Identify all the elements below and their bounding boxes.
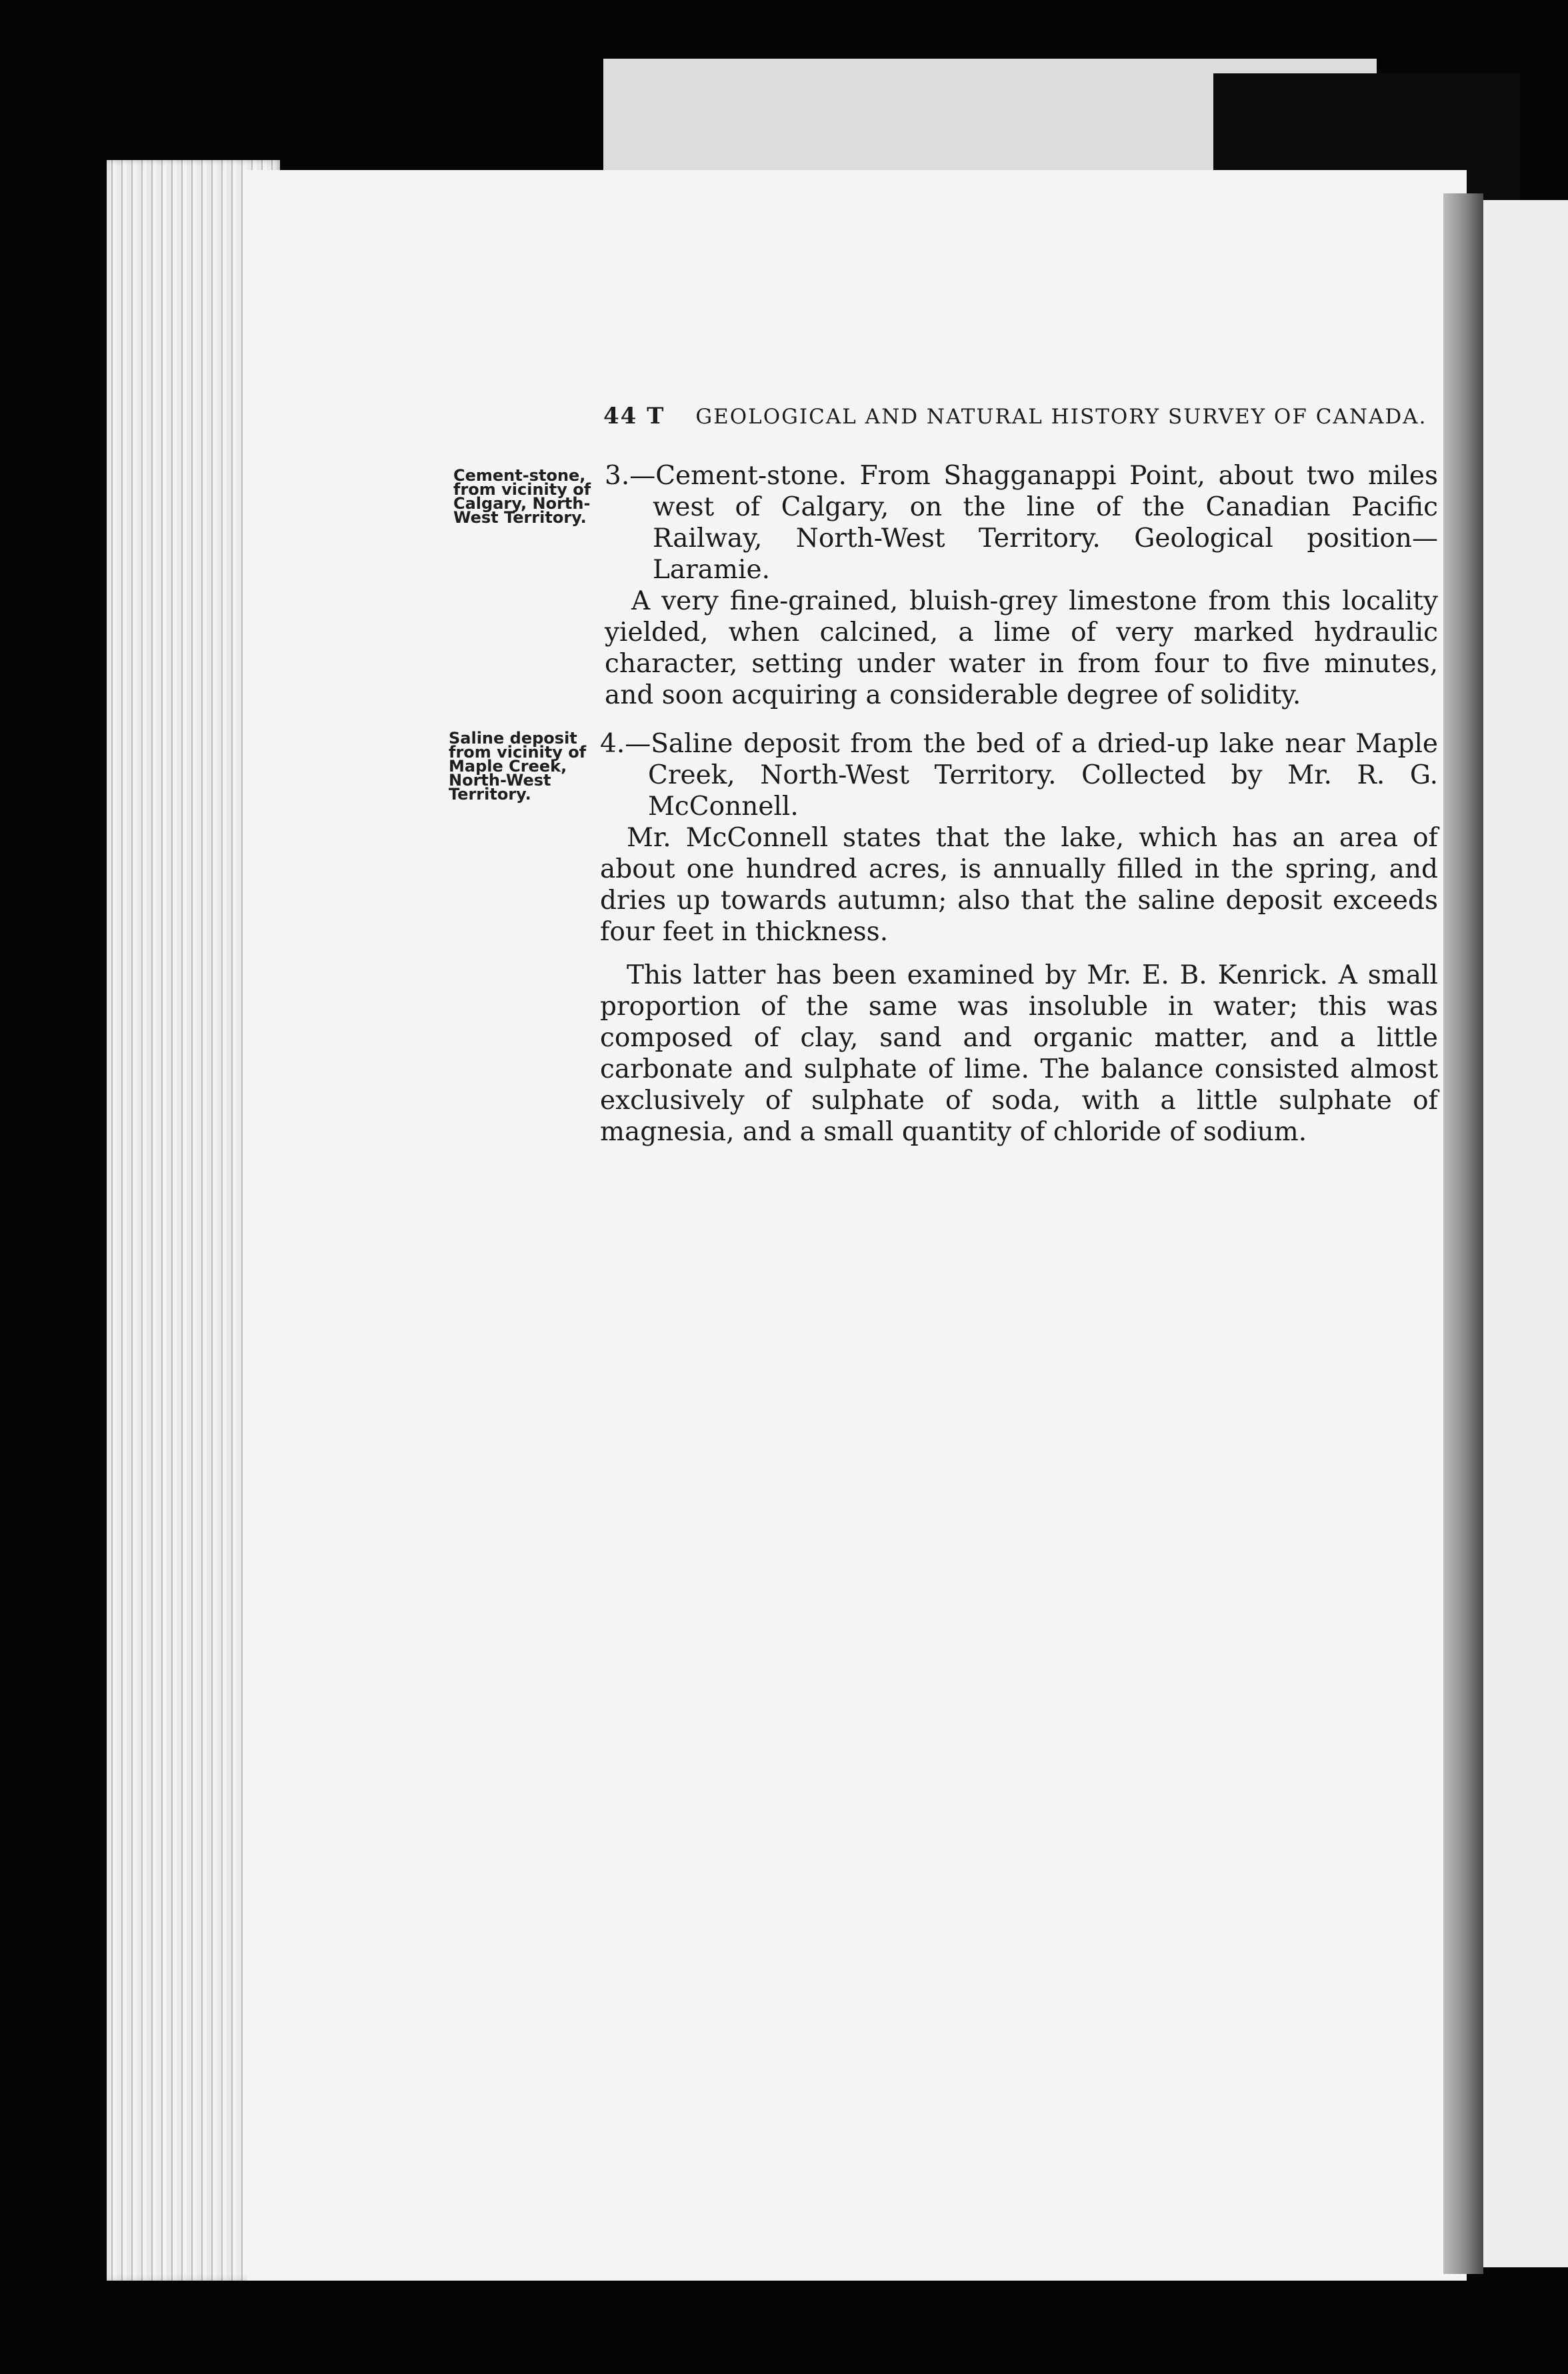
margin-note-cement-stone: Cement-stone, from vicinity of Calgary, North-West Territory. [453, 466, 591, 527]
page-header [603, 403, 1427, 429]
paragraph: This latter has been examined by Mr. E. B. Kenrick. A small proportion of the same was insoluble in water; this was composed of clay, sand and organic matter, and a little carbonate and sulphate of lime. The balance consisted almost exclusively of sulphate of soda, with a little sulphate of magnesia, and a small quantity of chloride of sodium. [600, 960, 1438, 1147]
book-gutter [1443, 193, 1483, 2274]
paragraph: Mr. McConnell states that the lake, which has an area of about one hundred acres, is annually filled in the spring, and dries up towards autumn; also that the saline deposit exceeds four feet in thickness. [600, 823, 1438, 947]
running-title: GEOLOGICAL AND NATURAL HISTORY SURVEY OF CANADA. [695, 405, 1427, 429]
section-saline-deposit [600, 728, 1438, 1148]
entry-heading: 4.—Saline deposit from the bed of a dried-up lake near Maple Creek, North-West Territory. Collected by Mr. R. G. McConnell. [600, 729, 1438, 822]
entry-heading: 3.—Cement-stone. From Shagganappi Point, about two miles west of Calgary, on the line of the Canadian Pacific Railway, North-West Territory. Geological position—Laramie. [605, 461, 1438, 585]
paragraph: A very fine-grained, bluish-grey limestone from this locality yielded, when calcined, a lime of very marked hydraulic character, setting under water in from four to five minutes, and soon acquiring a considerable degree of solidity. [605, 586, 1438, 710]
facing-page [1483, 200, 1568, 2267]
margin-note-saline-deposit: Saline deposit from vicinity of Maple Creek, North-West Territory. [449, 729, 587, 804]
section-cement-stone [605, 460, 1438, 711]
page-number: 44 T [603, 403, 665, 429]
